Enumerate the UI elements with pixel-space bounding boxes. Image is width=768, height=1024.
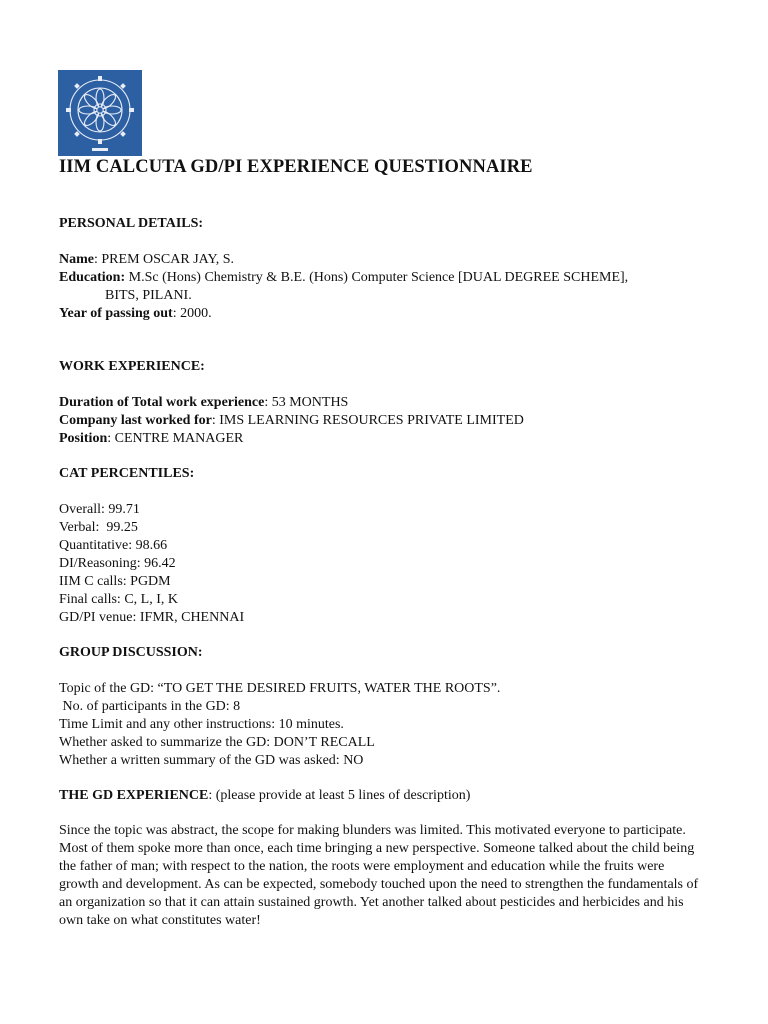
work-experience-section <box>59 358 719 376</box>
gd-time-limit: Time Limit and any other instructions: 10 minutes. <box>59 717 344 732</box>
company-row <box>59 412 719 430</box>
company-value: : IMS LEARNING RESOURCES PRIVATE LIMITED <box>211 413 524 428</box>
cat-percentiles-list <box>59 501 719 627</box>
group-discussion-list <box>59 680 719 770</box>
work-experience-fields <box>59 394 719 448</box>
duration-value: : 53 MONTHS <box>264 395 349 410</box>
gd-experience-paragraph: Since the topic was abstract, the scope for making blunders was limited. This motivated everyone to participate. Most of them spoke more than once, each time bringing a new perspective. Someone talked about the child being the father of man; with respect to the nation, the roots were employment and education while the fruits were growth and development. As can be expected, somebody touched upon the need to strengthen the fundamentals of an organization so that it can attain sustained growth. Yet another talked about pesticides and herbicides and his own take on what constitutes water! <box>59 823 699 928</box>
name-value: : PREM OSCAR JAY, S. <box>94 252 235 267</box>
gd-experience-section <box>59 787 719 805</box>
cat-percentiles-heading: CAT PERCENTILES: <box>59 466 195 481</box>
position-value: : CENTRE MANAGER <box>107 431 244 446</box>
cat-line-iimc-calls: IIM C calls: PGDM <box>59 574 171 589</box>
page-title: IIM CALCUTA GD/PI EXPERIENCE QUESTIONNAIRE <box>59 157 533 177</box>
iim-calcutta-logo <box>58 70 142 156</box>
position-label: Position <box>59 431 108 446</box>
personal-details-heading: PERSONAL DETAILS: <box>59 216 204 231</box>
work-experience-heading: WORK EXPERIENCE: <box>59 359 205 374</box>
gd-experience-heading: THE GD EXPERIENCE <box>59 788 209 803</box>
year-row <box>59 305 719 323</box>
group-discussion-heading: GROUP DISCUSSION: <box>59 645 203 660</box>
cat-line-verbal: Verbal: 99.25 <box>59 520 138 535</box>
education-row <box>59 269 719 287</box>
personal-details-section <box>59 215 719 233</box>
duration-label: Duration of Total work experience <box>59 395 265 410</box>
year-label: Year of passing out <box>59 306 173 321</box>
logo-emblem-icon <box>58 70 142 156</box>
cat-percentiles-section <box>59 465 719 483</box>
cat-line-overall: Overall: 99.71 <box>59 502 140 517</box>
personal-details-fields <box>59 251 719 323</box>
name-label: Name <box>59 252 94 267</box>
gd-participants: No. of participants in the GD: 8 <box>59 699 241 714</box>
education-value: M.Sc (Hons) Chemistry & B.E. (Hons) Computer Science [DUAL DEGREE SCHEME], <box>125 270 629 285</box>
year-value: : 2000. <box>172 306 212 321</box>
gd-experience-note: : (please provide at least 5 lines of description) <box>208 788 471 803</box>
education-label: Education: <box>59 270 126 285</box>
gd-summarize: Whether asked to summarize the GD: DON’T RECALL <box>59 735 375 750</box>
position-row <box>59 430 719 448</box>
gd-topic: Topic of the GD: “TO GET THE DESIRED FRUITS, WATER THE ROOTS”. <box>59 681 501 696</box>
name-row <box>59 251 719 269</box>
company-label: Company last worked for <box>59 413 212 428</box>
cat-line-di-reasoning: DI/Reasoning: 96.42 <box>59 556 176 571</box>
cat-line-final-calls: Final calls: C, L, I, K <box>59 592 178 607</box>
cat-line-quantitative: Quantitative: 98.66 <box>59 538 168 553</box>
education-continued: BITS, PILANI. <box>105 288 192 303</box>
cat-line-venue: GD/PI venue: IFMR, CHENNAI <box>59 610 245 625</box>
duration-row <box>59 394 719 412</box>
gd-written-summary: Whether a written summary of the GD was asked: NO <box>59 753 364 768</box>
group-discussion-section <box>59 644 719 662</box>
gd-experience-heading-row <box>59 787 719 805</box>
